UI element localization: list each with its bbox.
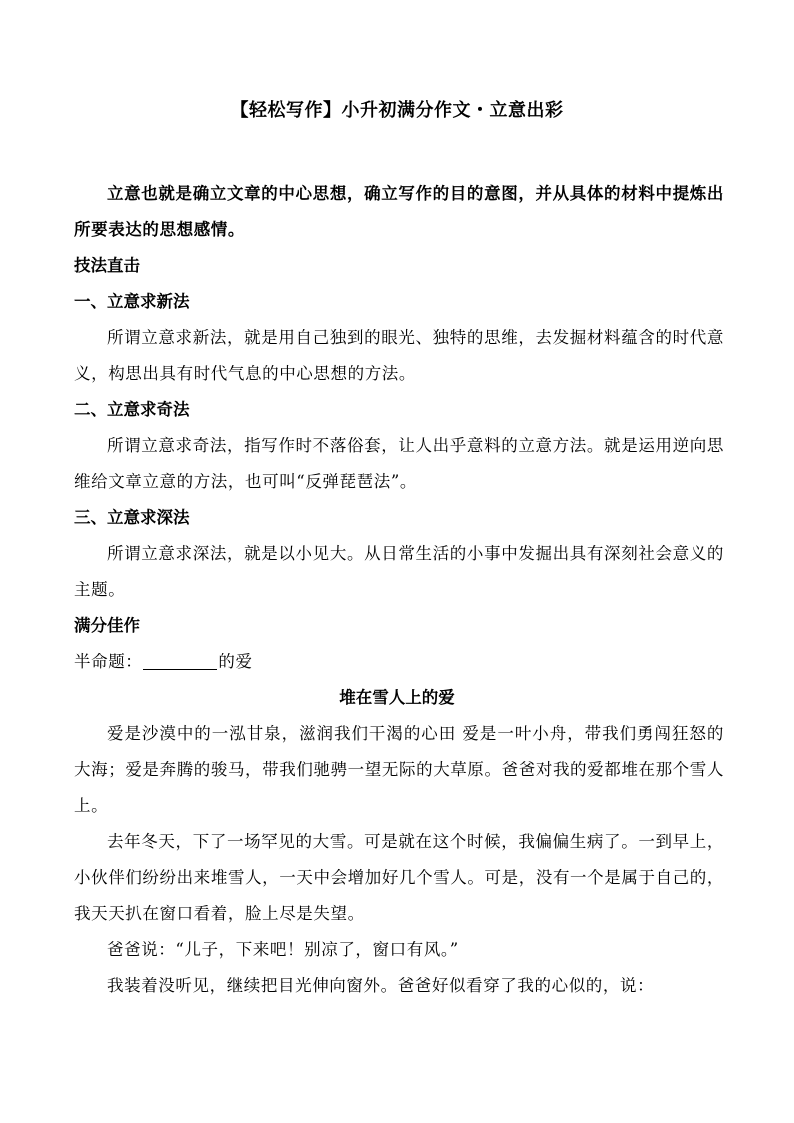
- semi-topic-line: [74, 644, 724, 680]
- paragraph-unusual-method: 所谓立意求奇法，指写作时不落俗套，让人出乎意料的立意方法。就是运用逆向思维给文章立意的方法，也可叫“反弹琵琶法”。: [74, 436, 724, 491]
- section-sample-heading: 满分佳作: [74, 616, 140, 635]
- page-title: 【轻松写作】小升初满分作文・立意出彩: [230, 100, 564, 121]
- semi-topic-blank: [143, 653, 217, 670]
- semi-topic-suffix: 的爱: [218, 652, 253, 671]
- section-techniques-heading: 技法直击: [74, 256, 140, 275]
- heading-deep-method: 三、立意求深法: [74, 508, 190, 527]
- essay-paragraph-1: 爱是沙漠中的一泓甘泉，滋润我们干渴的心田 爱是一叶小舟，带我们勇闯狂怒的大海；爱是奔腾的骏马，带我们驰骋一望无际的大草原。爸爸对我的爱都堆在那个雪人上。: [74, 724, 724, 815]
- essay-title: 堆在雪人上的爱: [339, 688, 455, 707]
- heading-innovative-method: 一、立意求新法: [74, 292, 190, 311]
- semi-topic-prefix: 半命题：: [74, 652, 143, 671]
- heading-unusual-method: 二、立意求奇法: [74, 400, 190, 419]
- essay-paragraph-2: 去年冬天，下了一场罕见的大雪。可是就在这个时候，我偏偏生病了。一到早上，小伙伴们纷纷出来堆雪人，一天中会增加好几个雪人。可是，没有一个是属于自己的，我天天扒在窗口看着，脸上尽是失望。: [74, 832, 724, 923]
- essay-paragraph-4: 我装着没听见，继续把目光伸向窗外。爸爸好似看穿了我的心似的，说：: [107, 976, 655, 995]
- paragraph-deep-method: 所谓立意求深法，就是以小见大。从日常生活的小事中发掘出具有深刻社会意义的主题。: [74, 544, 724, 599]
- essay-paragraph-3: 爸爸说：“儿子，下来吧！别凉了，窗口有风。”: [107, 940, 459, 959]
- paragraph-innovative-method: 所谓立意求新法，就是用自己独到的眼光、独特的思维，去发掘材料蕴含的时代意义，构思出具有时代气息的中心思想的方法。: [74, 328, 724, 383]
- intro-paragraph: 立意也就是确立文章的中心思想，确立写作的目的意图，并从具体的材料中提炼出所要表达的思想感情。: [74, 184, 724, 239]
